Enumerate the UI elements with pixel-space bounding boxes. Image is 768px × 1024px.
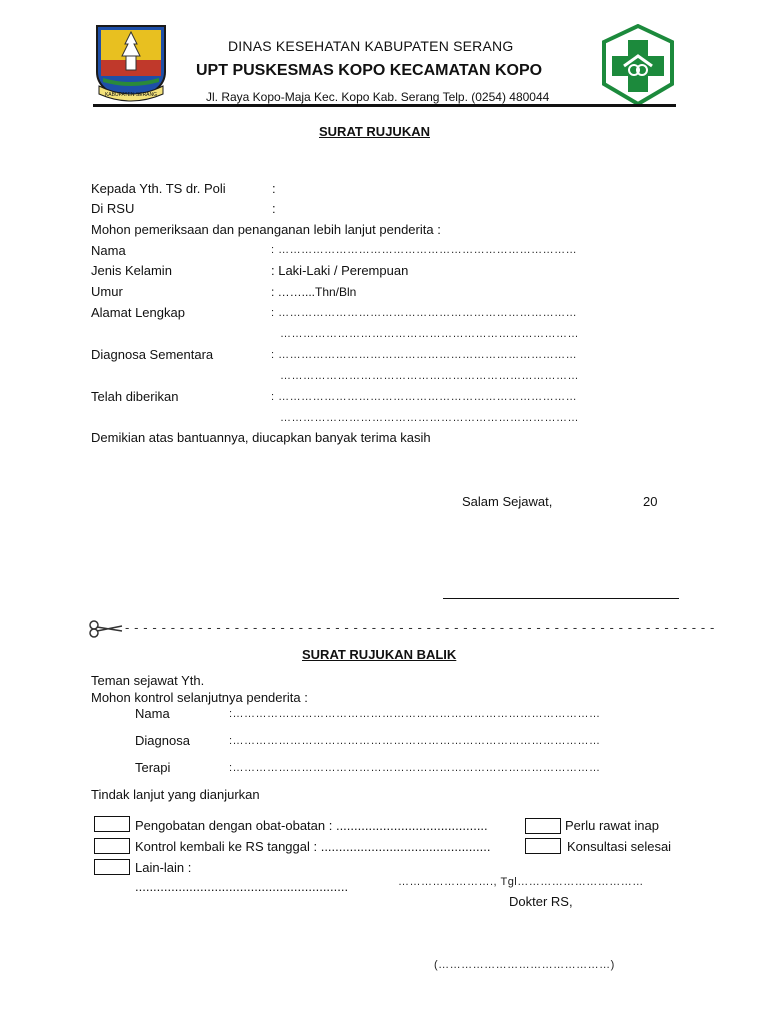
given-label: Telah diberikan	[91, 389, 179, 404]
doctor-label: Dokter RS,	[509, 894, 573, 909]
date-line[interactable]: ……………………., Tgl……………………………	[398, 876, 644, 888]
greeting-text: Teman sejawat Yth.	[91, 673, 205, 688]
back-diagnosis-field[interactable]: :……………………………………………………………………………………	[229, 735, 601, 747]
option-inpatient-checkbox[interactable]	[525, 818, 561, 834]
back-diagnosis-label: Diagnosa	[135, 733, 190, 748]
back-request-text: Mohon kontrol selanjutnya penderita :	[91, 690, 308, 705]
header-title: UPT PUSKESMAS KOPO KECAMATAN KOPO	[196, 62, 543, 79]
rsu-label: Di RSU	[91, 201, 135, 216]
therapy-label: Terapi	[135, 760, 171, 775]
option-control-label: Kontrol kembali ke RS tanggal : ...............................................	[135, 839, 491, 854]
diagnosis-field-line2[interactable]: ……………………………………………………………………	[280, 370, 579, 382]
option-other-label: Lain-lain :	[135, 860, 192, 875]
referral-title: SURAT RUJUKAN	[319, 124, 430, 139]
doctor-signature[interactable]: (………………………………………)	[434, 959, 615, 971]
option-medication-label: Pengobatan dengan obat-obatan : ..........................................	[135, 818, 488, 833]
given-field-line2[interactable]: ……………………………………………………………………	[280, 412, 579, 424]
address-label: Alamat Lengkap	[91, 305, 185, 320]
header-agency: DINAS KESEHATAN KABUPATEN SERANG	[228, 38, 514, 54]
closing-text: Demikian atas bantuannya, diucapkan banyak terima kasih	[91, 430, 431, 445]
given-field-line1[interactable]: : ……………………………………………………………………	[271, 391, 578, 403]
option-control-checkbox[interactable]	[94, 838, 130, 854]
referral-request: Mohon pemeriksaan dan penanganan lebih lanjut penderita :	[91, 222, 441, 237]
rsu-value: :	[272, 201, 276, 216]
option-consult-done-label: Konsultasi selesai	[567, 839, 672, 854]
logo-scroll-text: KABUPATEN SERANG	[104, 92, 158, 98]
therapy-field[interactable]: :……………………………………………………………………………………	[229, 762, 601, 774]
gender-label: Jenis Kelamin	[91, 263, 172, 278]
back-name-label: Nama	[135, 706, 170, 721]
to-label: Kepada Yth. TS dr. Poli	[91, 181, 226, 196]
option-other-checkbox[interactable]	[94, 859, 130, 875]
address-field-line1[interactable]: : ……………………………………………………………………	[271, 307, 578, 319]
cut-dashes: - - - - - - - - - - - - - - - - - - - - - - - - - - - - - - - - - - - - - - - - - - - - - - - - - - - - - - - - - - - - - - - - -	[125, 620, 715, 635]
option-consult-done-checkbox[interactable]	[525, 838, 561, 854]
signature-line	[443, 598, 679, 599]
puskesmas-logo	[600, 24, 676, 106]
year-text: 20	[643, 494, 658, 509]
back-name-field[interactable]: :……………………………………………………………………………………	[229, 708, 601, 720]
option-other-line[interactable]: ...........................................................	[135, 879, 349, 894]
follow-up-text: Tindak lanjut yang dianjurkan	[91, 787, 260, 802]
to-value: :	[272, 181, 276, 196]
age-field[interactable]: : ……....Thn/Bln	[271, 285, 357, 299]
option-medication-checkbox[interactable]	[94, 816, 130, 832]
address-field-line2[interactable]: ……………………………………………………………………	[280, 328, 579, 340]
serang-emblem-logo	[93, 22, 169, 104]
name-label: Nama	[91, 243, 126, 258]
scissors-icon	[88, 620, 124, 638]
gender-field[interactable]: : Laki-Laki / Perempuan	[271, 263, 409, 278]
header-address: Jl. Raya Kopo-Maja Kec. Kopo Kab. Serang Telp. (0254) 480044	[206, 90, 550, 104]
back-referral-title: SURAT RUJUKAN BALIK	[302, 647, 457, 662]
diagnosis-field-line1[interactable]: : ……………………………………………………………………	[271, 349, 578, 361]
name-field[interactable]: : ……………………………………………………………………	[271, 244, 578, 256]
option-inpatient-label: Perlu rawat inap	[565, 818, 659, 833]
age-label: Umur	[91, 284, 123, 299]
salam-text: Salam Sejawat,	[462, 494, 553, 509]
header-rule	[93, 104, 676, 107]
diagnosis-label: Diagnosa Sementara	[91, 347, 214, 362]
